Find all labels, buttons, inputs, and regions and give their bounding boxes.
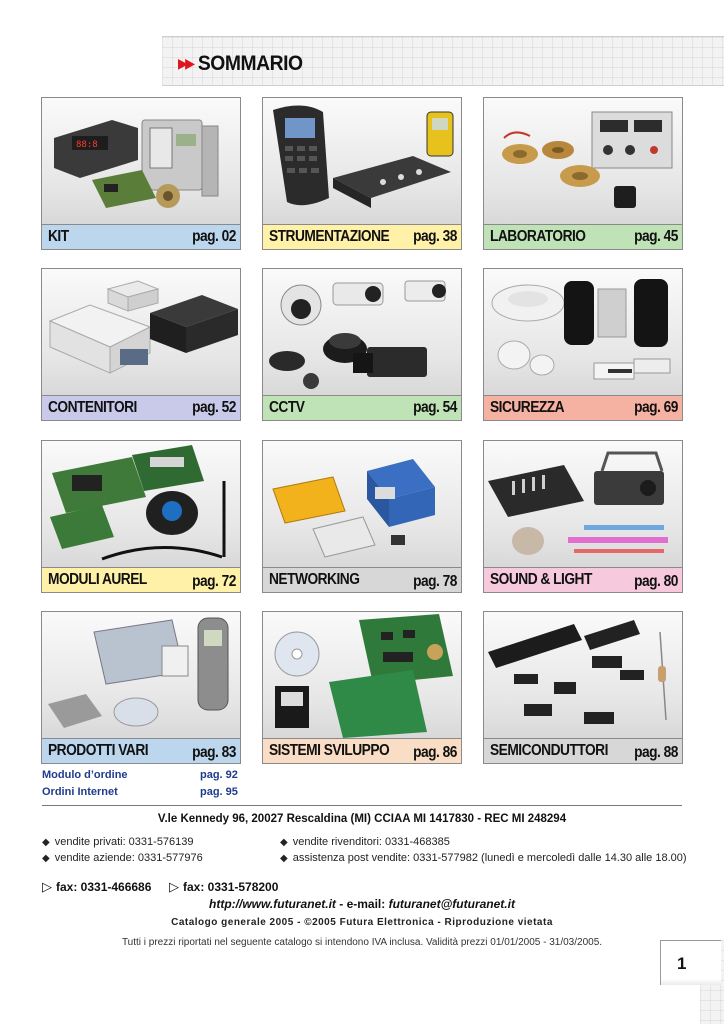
email-label: - e-mail:: [339, 897, 386, 911]
tile-label-bar: [42, 567, 240, 592]
category-label: KIT: [48, 228, 69, 245]
tile-label-bar: [263, 224, 461, 249]
page-reference: pag. 86: [413, 744, 457, 761]
contact-line: ◆ assistenza post vendite: 0331-577982 (lunedì e mercoledì dalle 14.30 alle 18.00): [280, 852, 687, 864]
tile-sicurezza[interactable]: [483, 268, 683, 421]
tile-cctv[interactable]: [262, 268, 462, 421]
product-photo-kit: [42, 98, 240, 225]
category-label: STRUMENTAZIONE: [269, 228, 390, 245]
diamond-bullet-icon: ◆: [42, 853, 50, 864]
tile-prodotti-vari[interactable]: [41, 611, 241, 764]
category-label: PRODOTTI VARI: [48, 742, 149, 759]
page-reference: pag. 54: [413, 399, 457, 416]
divider: [42, 805, 682, 806]
tile-contenitori[interactable]: [41, 268, 241, 421]
double-right-arrow-icon: ▶▶: [178, 55, 193, 71]
order-form-label[interactable]: Modulo d’ordine: [42, 769, 128, 781]
page-reference: pag. 69: [634, 399, 678, 416]
web-contact: [42, 897, 682, 911]
tile-moduli-aurel[interactable]: [41, 440, 241, 593]
category-label: SOUND & LIGHT: [490, 571, 592, 588]
triangle-right-icon: ▷: [169, 879, 179, 894]
page-reference: pag. 52: [192, 399, 236, 416]
tile-sistemi-sviluppo[interactable]: [262, 611, 462, 764]
company-address: V.le Kennedy 96, 20027 Rescaldina (MI) CCIAA MI 1417830 - REC MI 248294: [157, 813, 567, 825]
tile-strumentazione[interactable]: [262, 97, 462, 250]
contact-line: ◆ vendite privati: 0331-576139: [42, 836, 194, 848]
category-label: SICUREZZA: [490, 399, 565, 416]
category-label: MODULI AUREL: [48, 571, 147, 588]
email-link[interactable]: futuranet@futuranet.it: [388, 897, 515, 911]
page-number: 1: [677, 954, 687, 973]
page-reference: pag. 45: [634, 228, 678, 245]
internet-orders-page: pag. 95: [200, 786, 238, 798]
website-link[interactable]: http://www.futuranet.it: [209, 897, 336, 911]
tile-label-bar: [263, 738, 461, 763]
tile-label-bar: [42, 224, 240, 249]
product-photo-prodotti-vari: [42, 612, 240, 739]
contact-line: ◆ vendite rivenditori: 0331-468385: [280, 836, 450, 848]
product-photo-contenitori: [42, 269, 240, 396]
category-label: SEMICONDUTTORI: [490, 742, 608, 759]
tile-label-bar: [484, 395, 682, 420]
product-photo-sound-light: [484, 441, 682, 568]
tile-label-bar: [263, 395, 461, 420]
category-label: SISTEMI SVILUPPO: [269, 742, 390, 759]
tile-laboratorio[interactable]: [483, 97, 683, 250]
page-reference: pag. 02: [192, 228, 236, 245]
product-photo-moduli-aurel: [42, 441, 240, 568]
diamond-bullet-icon: ◆: [42, 837, 50, 848]
tile-kit[interactable]: [41, 97, 241, 250]
product-photo-sistemi-sviluppo: [263, 612, 461, 739]
product-photo-sicurezza: [484, 269, 682, 396]
fax-2: ▷ fax: 0331-578200: [169, 879, 279, 894]
page-number-box: [660, 940, 721, 985]
diamond-bullet-icon: ◆: [280, 853, 288, 864]
page-title: [178, 52, 303, 76]
product-photo-cctv: [263, 269, 461, 396]
page-reference: pag. 80: [634, 573, 678, 590]
page-title-text: SOMMARIO: [197, 52, 303, 75]
category-label: CCTV: [269, 399, 305, 416]
product-photo-networking: [263, 441, 461, 568]
product-photo-semiconduttori: [484, 612, 682, 739]
contact-line: ◆ vendite aziende: 0331-577976: [42, 852, 203, 864]
product-photo-strumentazione: [263, 98, 461, 225]
triangle-right-icon: ▷: [42, 879, 52, 894]
diamond-bullet-icon: ◆: [280, 837, 288, 848]
category-label: NETWORKING: [269, 571, 360, 588]
page-reference: pag. 38: [413, 228, 457, 245]
tile-label-bar: [484, 224, 682, 249]
tile-label-bar: [42, 395, 240, 420]
category-label: CONTENITORI: [48, 399, 137, 416]
category-label: LABORATORIO: [490, 228, 586, 245]
tile-networking[interactable]: [262, 440, 462, 593]
internet-orders-label[interactable]: Ordini Internet: [42, 786, 118, 798]
catalog-note: Catalogo generale 2005 - ©2005 Futura Elettronica - Riproduzione vietata: [171, 917, 553, 928]
page-reference: pag. 83: [192, 744, 236, 761]
tile-label-bar: [42, 738, 240, 763]
page-reference: pag. 72: [192, 573, 236, 590]
tile-label-bar: [484, 738, 682, 763]
page-reference: pag. 78: [413, 573, 457, 590]
prices-note: Tutti i prezzi riportati nel seguente catalogo si intendono IVA inclusa. Validità prezzi 01/01/2005 - 31/03/2005.: [121, 937, 603, 948]
svg-text:88:8: 88:8: [76, 140, 98, 150]
tile-label-bar: [484, 567, 682, 592]
order-form-page: pag. 92: [200, 769, 238, 781]
fax-1: ▷ fax: 0331-466686: [42, 879, 152, 894]
product-photo-laboratorio: [484, 98, 682, 225]
page-reference: pag. 88: [634, 744, 678, 761]
tile-semiconduttori[interactable]: [483, 611, 683, 764]
tile-label-bar: [263, 567, 461, 592]
tile-sound-light[interactable]: [483, 440, 683, 593]
